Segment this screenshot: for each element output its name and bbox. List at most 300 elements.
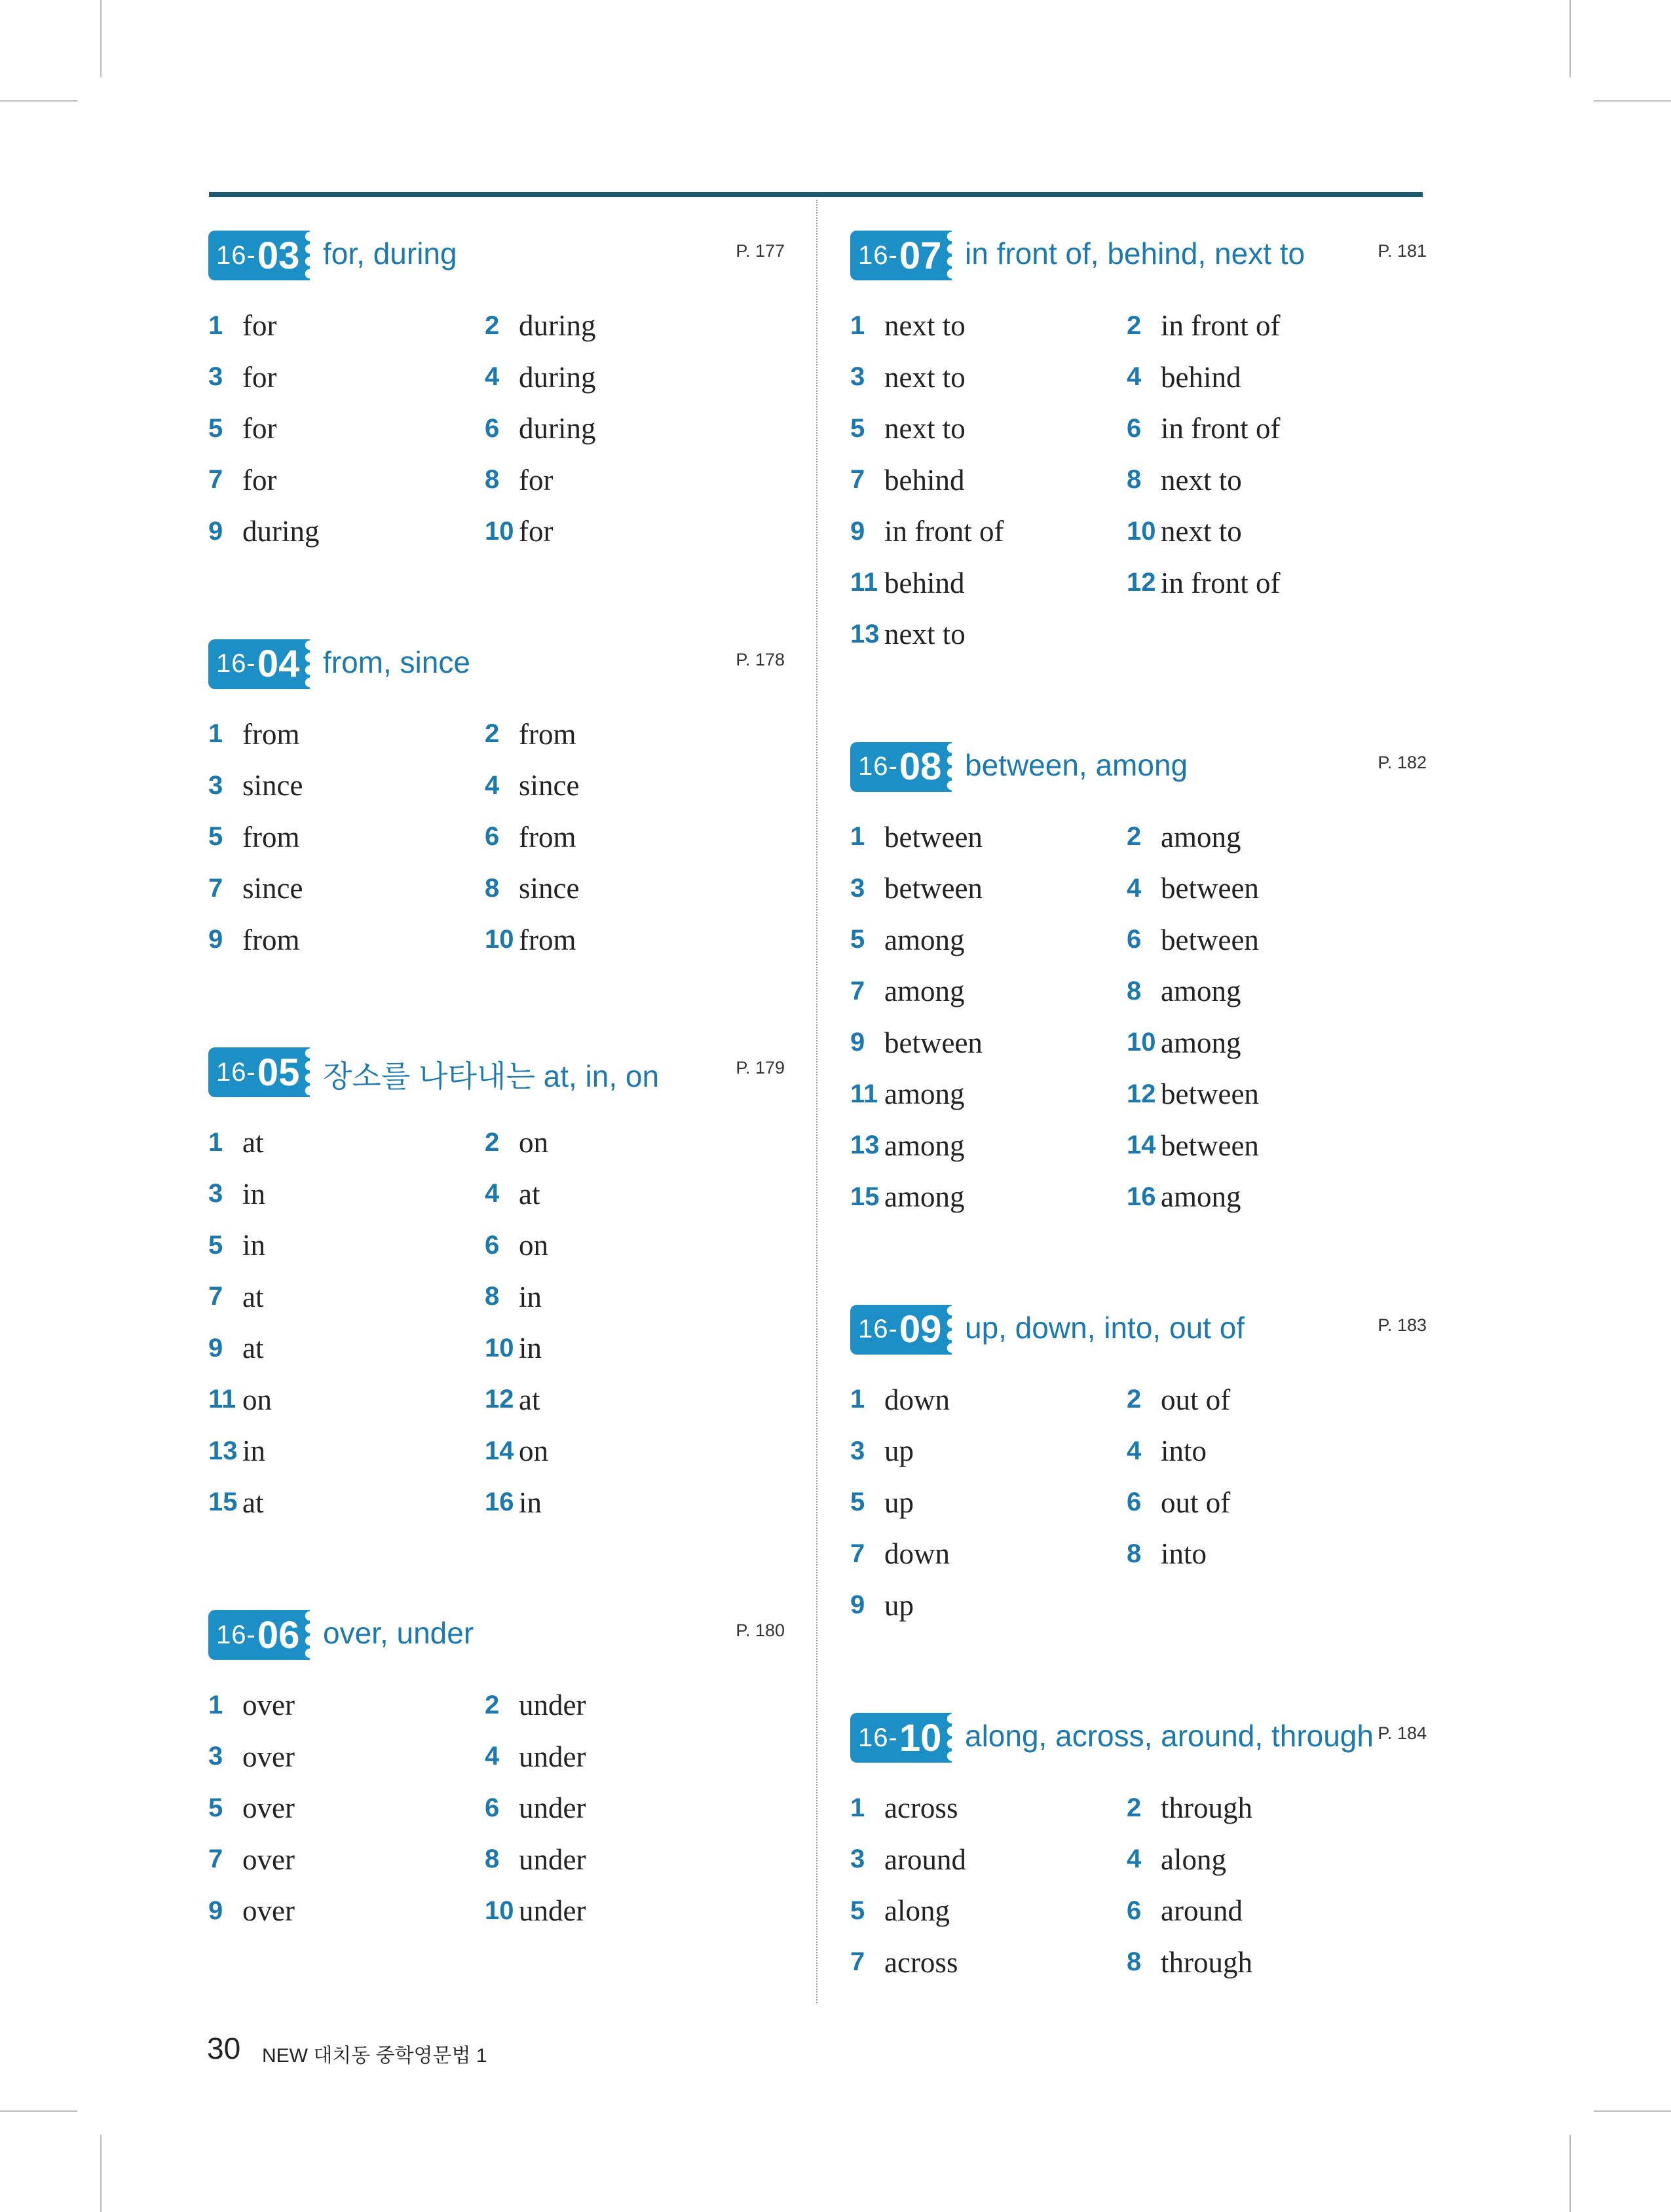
answer-item	[850, 812, 1127, 863]
answer-number: 6	[1127, 1488, 1142, 1517]
answer-section-09	[850, 1305, 1427, 1632]
answer-number: 10	[485, 1896, 514, 1925]
answer-text: between	[1161, 1129, 1259, 1162]
answer-number: 8	[1127, 976, 1142, 1005]
answer-item	[485, 1374, 760, 1426]
badge-number: 08	[899, 745, 942, 788]
answer-number: 3	[208, 770, 223, 800]
answer-item	[850, 1580, 1127, 1632]
crop-mark	[100, 2135, 102, 2212]
answer-text: during	[519, 309, 596, 343]
answer-number: 3	[850, 1845, 865, 1874]
answer-item	[208, 1731, 485, 1783]
answer-item	[208, 812, 485, 863]
answer-number: 8	[1127, 1539, 1142, 1568]
answer-number: 4	[485, 362, 500, 392]
badge-prefix: 16-	[858, 1315, 898, 1343]
answer-item	[1127, 1068, 1402, 1120]
section-title: over, under	[323, 1616, 474, 1650]
answer-text: across	[884, 1945, 958, 1979]
section-title: up, down, into, out of	[965, 1310, 1245, 1345]
answer-item	[485, 1169, 760, 1220]
answer-text: in	[519, 1332, 542, 1365]
answer-grid	[208, 1117, 785, 1528]
answer-item	[485, 1477, 760, 1529]
answer-number: 11	[850, 568, 878, 597]
answer-number: 4	[1127, 1436, 1142, 1465]
answer-text: between	[884, 820, 983, 853]
answer-grid	[208, 1679, 785, 1937]
answer-item	[850, 1425, 1127, 1477]
answer-text: under	[519, 1843, 586, 1876]
answer-number: 5	[208, 413, 223, 443]
answer-number: 1	[208, 1127, 223, 1157]
crop-mark	[1594, 2110, 1671, 2112]
crop-mark	[1569, 0, 1571, 77]
answer-number: 5	[850, 1488, 865, 1517]
answer-item	[208, 1271, 485, 1323]
section-title: along, across, around, through	[965, 1719, 1374, 1753]
column-divider	[816, 200, 817, 2003]
answer-number: 13	[850, 1131, 880, 1160]
answer-number: 7	[850, 1539, 865, 1568]
answer-number: 1	[208, 719, 223, 749]
answer-item	[485, 914, 760, 966]
answer-item	[1127, 455, 1402, 506]
answer-text: in	[242, 1229, 266, 1262]
answer-item	[850, 1171, 1127, 1223]
answer-text: in	[519, 1280, 542, 1313]
answer-item	[1127, 1782, 1402, 1834]
answer-text: among	[1161, 1026, 1241, 1059]
badge-prefix: 16-	[216, 1057, 256, 1087]
answer-item	[1127, 352, 1402, 403]
answer-number: 10	[485, 925, 514, 954]
answer-number: 11	[208, 1385, 236, 1414]
answer-text: into	[1161, 1537, 1207, 1571]
answer-number: 7	[208, 1845, 223, 1874]
answer-item	[1127, 557, 1402, 609]
answer-item	[1127, 1171, 1402, 1223]
answer-number: 9	[208, 1333, 223, 1362]
right-column	[850, 231, 1427, 2070]
answer-section-05	[208, 1047, 785, 1528]
answer-item	[850, 609, 1127, 660]
section-title: 장소를 나타내는 at, in, on	[323, 1059, 660, 1093]
answer-text: through	[1161, 1791, 1252, 1825]
crop-mark	[0, 2110, 77, 2112]
answer-number: 4	[1127, 873, 1142, 903]
answer-grid	[208, 709, 785, 966]
answer-text: among	[884, 1078, 965, 1111]
answer-item	[208, 1220, 485, 1271]
answer-item	[1127, 1425, 1402, 1477]
answer-item	[1127, 863, 1402, 914]
page-reference: P. 177	[736, 241, 785, 261]
answer-item	[485, 1885, 760, 1937]
answer-number: 11	[850, 1079, 878, 1108]
answer-text: for	[242, 360, 277, 394]
answer-grid	[850, 1374, 1427, 1632]
answer-text: from	[519, 717, 576, 751]
answer-number: 1	[850, 822, 865, 852]
answer-number: 9	[208, 925, 223, 954]
answer-text: since	[519, 872, 580, 905]
answer-number: 1	[208, 1690, 223, 1719]
answer-number: 8	[485, 1282, 500, 1311]
answer-number: 7	[208, 1282, 223, 1311]
section-title: between, among	[965, 747, 1188, 782]
answer-item	[1127, 914, 1402, 966]
answer-item	[208, 1679, 485, 1731]
answer-item	[485, 1322, 760, 1374]
answer-item	[485, 1834, 760, 1886]
answer-text: under	[519, 1740, 586, 1773]
answer-section-06	[208, 1610, 785, 1937]
answer-grid	[208, 300, 785, 557]
crop-mark	[1569, 2135, 1571, 2212]
answer-text: in front of	[884, 515, 1004, 548]
answer-item	[208, 760, 485, 812]
answer-number: 5	[208, 822, 223, 852]
answer-text: under	[519, 1689, 586, 1722]
answer-text: for	[519, 463, 554, 497]
answer-number: 15	[850, 1182, 880, 1211]
section-header	[208, 1047, 785, 1097]
answer-item	[1127, 1834, 1402, 1886]
answer-number: 12	[1127, 568, 1156, 597]
section-title: in front of, behind, next to	[965, 236, 1305, 271]
answer-item	[850, 863, 1127, 914]
answer-number: 2	[485, 1127, 500, 1157]
answer-text: next to	[884, 618, 966, 651]
answer-text: during	[242, 515, 320, 548]
answer-text: from	[242, 923, 300, 956]
badge-prefix: 16-	[858, 1723, 898, 1752]
answer-text: during	[519, 360, 596, 394]
answer-item	[850, 352, 1127, 403]
answer-item	[208, 1169, 485, 1220]
badge-prefix: 16-	[858, 752, 898, 781]
answer-number: 1	[850, 310, 865, 340]
answer-text: on	[519, 1434, 548, 1468]
badge-number: 09	[899, 1308, 942, 1351]
page-reference: P. 183	[1378, 1315, 1427, 1335]
answer-text: over	[242, 1843, 295, 1876]
page-reference: P. 179	[736, 1058, 785, 1078]
answer-text: between	[1161, 923, 1259, 956]
page-reference: P. 184	[1378, 1723, 1427, 1743]
answer-number: 8	[485, 1845, 500, 1874]
answer-item	[208, 1117, 485, 1169]
answer-item	[485, 1731, 760, 1783]
answer-item	[850, 1885, 1127, 1937]
badge-number: 05	[257, 1051, 300, 1094]
answer-number: 6	[485, 1230, 500, 1260]
answer-text: among	[884, 975, 965, 1008]
answer-text: behind	[884, 566, 965, 599]
answer-item	[208, 352, 485, 403]
answer-item	[1127, 812, 1402, 863]
answer-number: 7	[208, 873, 223, 903]
answer-number: 6	[1127, 1896, 1142, 1925]
answer-text: at	[519, 1383, 540, 1416]
answer-number: 2	[485, 719, 500, 749]
section-number-badge	[208, 1610, 310, 1660]
answer-number: 10	[485, 1333, 514, 1362]
answer-text: among	[884, 923, 965, 956]
crop-mark	[0, 100, 77, 102]
answer-number: 12	[1127, 1079, 1156, 1108]
answer-text: among	[1161, 820, 1241, 853]
answer-text: next to	[884, 360, 966, 394]
answer-item	[208, 914, 485, 966]
answer-number: 8	[1127, 465, 1142, 495]
answer-text: for	[242, 309, 277, 343]
answer-text: down	[884, 1537, 950, 1571]
answer-text: next to	[884, 309, 966, 343]
section-header	[208, 1610, 785, 1660]
answer-number: 3	[850, 362, 865, 392]
answer-item	[485, 506, 760, 557]
answer-text: under	[519, 1791, 586, 1825]
answer-text: at	[519, 1177, 540, 1210]
badge-number: 04	[257, 643, 300, 685]
answer-text: into	[1161, 1434, 1207, 1468]
answer-text: between	[884, 872, 983, 905]
answer-number: 7	[850, 976, 865, 1005]
answer-text: out of	[1161, 1383, 1231, 1416]
answer-item	[485, 1117, 760, 1169]
answer-item	[485, 352, 760, 403]
answer-number: 14	[1127, 1131, 1156, 1160]
answer-item	[850, 403, 1127, 455]
badge-prefix: 16-	[216, 649, 256, 678]
answer-item	[1127, 965, 1402, 1017]
answer-number: 16	[1127, 1182, 1156, 1211]
section-number-badge	[850, 1305, 952, 1355]
badge-number: 06	[257, 1613, 300, 1657]
answer-text: along	[1161, 1843, 1226, 1876]
answer-number: 7	[208, 465, 223, 495]
answer-item	[850, 506, 1127, 557]
answer-number: 3	[850, 873, 865, 903]
answer-text: up	[884, 1486, 914, 1519]
answer-item	[485, 300, 760, 352]
answer-text: on	[242, 1383, 272, 1416]
answer-text: over	[242, 1740, 295, 1773]
answer-number: 4	[485, 770, 500, 800]
answer-number: 4	[485, 1742, 500, 1771]
answer-item	[485, 812, 760, 863]
answer-item	[208, 1885, 485, 1937]
answer-number: 5	[208, 1230, 223, 1260]
badge-prefix: 16-	[858, 240, 898, 270]
section-number-badge	[208, 231, 310, 280]
answer-text: for	[519, 515, 554, 548]
answer-text: along	[884, 1894, 950, 1928]
section-header	[850, 1713, 1427, 1763]
answer-number: 2	[485, 310, 500, 340]
answer-text: during	[519, 412, 596, 445]
answer-section-10	[850, 1713, 1427, 1988]
answer-text: since	[242, 872, 303, 905]
answer-text: in front of	[1161, 309, 1281, 343]
answer-text: for	[242, 463, 277, 497]
answer-text: over	[242, 1894, 295, 1928]
answer-section-04	[208, 639, 785, 966]
answer-item	[850, 965, 1127, 1017]
answer-number: 5	[850, 413, 865, 443]
answer-item	[850, 1068, 1127, 1120]
answer-number: 7	[850, 465, 865, 495]
answer-text: at	[242, 1486, 264, 1519]
answer-text: next to	[884, 412, 966, 445]
answer-item	[208, 863, 485, 914]
answer-text: in	[519, 1486, 542, 1519]
answer-grid	[850, 1782, 1427, 1988]
badge-number: 03	[257, 234, 300, 277]
book-title: NEW 대치동 중학영문법 1	[262, 2045, 487, 2067]
section-header	[208, 231, 785, 280]
answer-number: 13	[208, 1436, 238, 1465]
answer-number: 14	[485, 1436, 514, 1465]
answer-number: 5	[208, 1793, 223, 1822]
section-title: from, since	[323, 645, 470, 679]
answer-item	[208, 1477, 485, 1529]
badge-prefix: 16-	[216, 240, 256, 270]
answer-number: 3	[208, 1179, 223, 1209]
answer-item	[850, 1834, 1127, 1886]
answer-text: between	[884, 1026, 983, 1059]
section-header	[850, 231, 1427, 280]
answer-number: 9	[850, 516, 865, 546]
answer-item	[485, 863, 760, 914]
answer-text: next to	[1161, 463, 1242, 497]
answer-number: 2	[1127, 1793, 1142, 1822]
answer-item	[1127, 506, 1402, 557]
answer-item	[850, 1374, 1127, 1426]
section-title: for, during	[323, 236, 457, 271]
answer-number: 10	[1127, 516, 1156, 546]
answer-number: 2	[1127, 1385, 1142, 1414]
answer-number: 13	[850, 619, 880, 648]
answer-text: next to	[1161, 515, 1242, 548]
answer-text: behind	[1161, 360, 1241, 394]
answer-text: in front of	[1161, 412, 1281, 445]
crop-mark	[1594, 100, 1671, 102]
answer-number: 8	[485, 465, 500, 495]
answer-text: between	[1161, 872, 1259, 905]
answer-item	[485, 1679, 760, 1731]
answer-section-03	[208, 231, 785, 557]
answer-item	[208, 1834, 485, 1886]
answer-number: 2	[1127, 310, 1142, 340]
answer-text: among	[1161, 975, 1241, 1008]
answer-text: out of	[1161, 1486, 1231, 1519]
answer-item	[208, 403, 485, 455]
answer-text: from	[519, 923, 576, 956]
answer-number: 4	[1127, 362, 1142, 392]
answer-number: 6	[1127, 413, 1142, 443]
answer-item	[208, 300, 485, 352]
answer-number: 9	[850, 1028, 865, 1057]
left-column	[208, 231, 785, 2019]
answer-item	[485, 1425, 760, 1477]
answer-number: 3	[850, 1436, 865, 1465]
answer-number: 5	[850, 925, 865, 954]
answer-text: through	[1161, 1945, 1252, 1979]
answer-number: 5	[850, 1896, 865, 1925]
answer-item	[1127, 1477, 1402, 1529]
answer-number: 1	[850, 1385, 865, 1414]
page-reference: P. 182	[1378, 752, 1427, 772]
answer-section-07	[850, 231, 1427, 660]
answer-text: in	[242, 1177, 266, 1210]
answer-section-08	[850, 742, 1427, 1223]
section-header	[850, 1305, 1427, 1355]
answer-number: 6	[485, 1793, 500, 1822]
answer-number: 1	[850, 1793, 865, 1822]
answer-item	[208, 1374, 485, 1426]
answer-item	[208, 1425, 485, 1477]
answer-grid	[850, 300, 1427, 660]
answer-item	[1127, 1885, 1402, 1937]
answer-text: at	[242, 1280, 264, 1313]
answer-item	[1127, 1374, 1402, 1426]
answer-number: 8	[1127, 1947, 1142, 1977]
answer-text: over	[242, 1689, 295, 1722]
header-rule	[209, 192, 1423, 197]
answer-text: in front of	[1161, 566, 1281, 599]
answer-number: 1	[208, 310, 223, 340]
answer-item	[850, 557, 1127, 609]
answer-text: at	[242, 1126, 264, 1159]
page-reference: P. 178	[736, 649, 785, 669]
answer-grid	[850, 812, 1427, 1223]
page-reference: P. 180	[736, 1621, 785, 1640]
page-number: 30	[207, 2031, 241, 2065]
answer-item	[850, 1937, 1127, 1989]
answer-number: 2	[1127, 822, 1142, 852]
section-number-badge	[208, 1047, 310, 1097]
answer-text: for	[242, 412, 277, 445]
answer-item	[485, 1782, 760, 1834]
answer-number: 6	[485, 413, 500, 443]
answer-item	[850, 1120, 1127, 1172]
answer-number: 8	[485, 873, 500, 903]
section-number-badge	[208, 639, 310, 689]
answer-item	[485, 455, 760, 506]
answer-text: on	[519, 1126, 548, 1159]
answer-number: 6	[1127, 925, 1142, 954]
answer-number: 7	[850, 1947, 865, 1977]
answer-item	[850, 300, 1127, 352]
answer-number: 16	[485, 1488, 514, 1517]
answer-text: around	[1161, 1894, 1243, 1928]
crop-mark	[100, 0, 102, 77]
section-header	[850, 742, 1427, 792]
answer-item	[1127, 1528, 1402, 1580]
answer-item	[208, 709, 485, 760]
answer-text: from	[242, 820, 300, 853]
answer-text: among	[884, 1129, 965, 1162]
answer-text: from	[242, 717, 300, 751]
answer-text: under	[519, 1894, 586, 1928]
answer-number: 15	[208, 1488, 238, 1517]
answer-item	[208, 1322, 485, 1374]
answer-text: up	[884, 1588, 914, 1622]
